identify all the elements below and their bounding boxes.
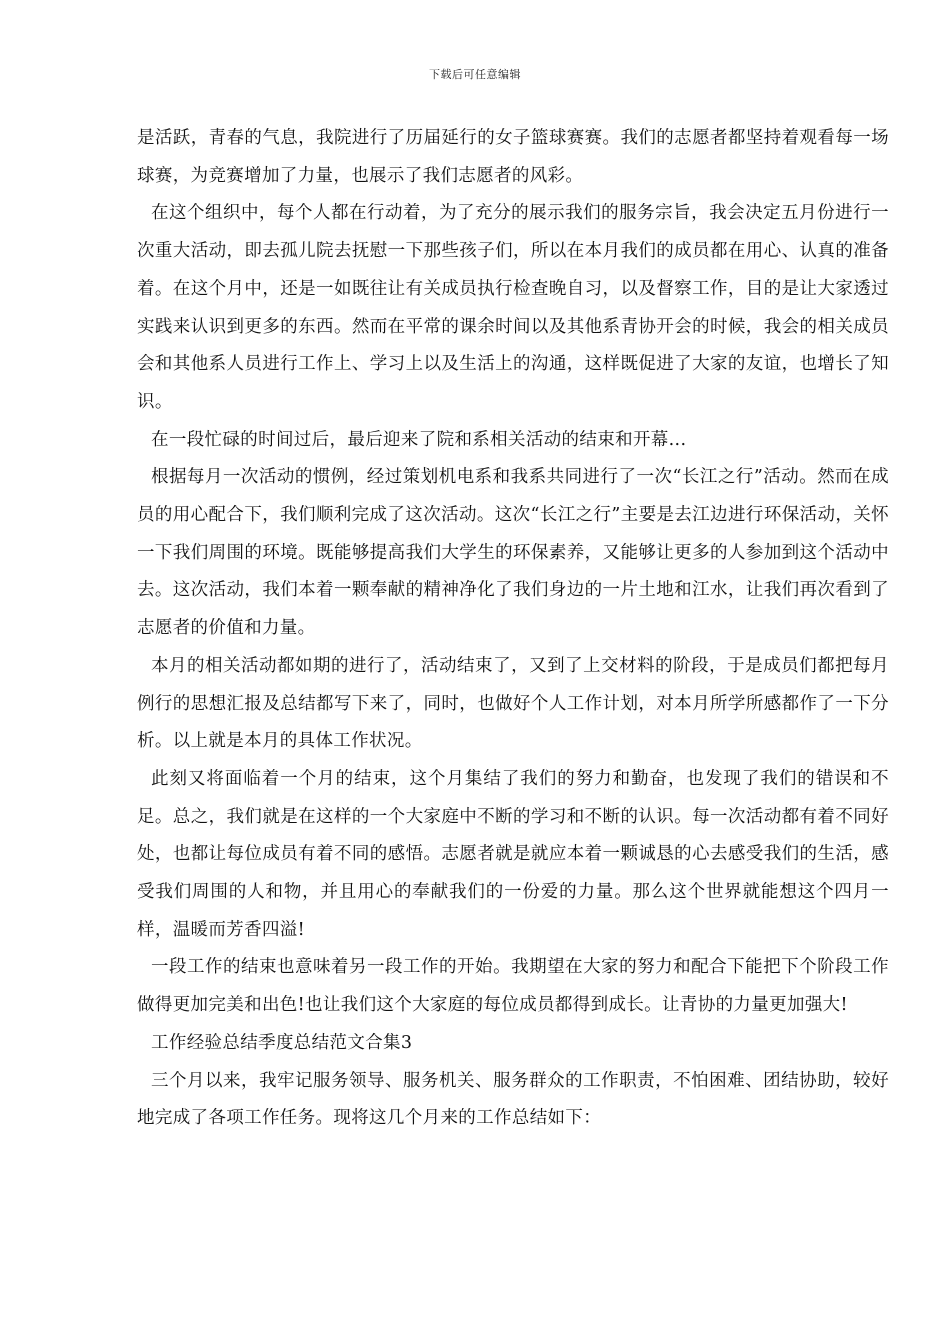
paragraph-summary-intro: 三个月以来，我牢记服务领导、服务机关、服务群众的工作职责，不怕困难、团结协助，较好地完成了各项工作任务。现将这几个月来的工作总结如下： <box>137 1070 889 1129</box>
paragraph-transition: 在一段忙碌的时间过后，最后迎来了院和系相关活动的结束和开幕... <box>151 429 687 450</box>
paragraph-materials: 本月的相关活动都如期的进行了，活动结束了，又到了上交材料的阶段，于是成员们都把每月例行的思想汇报及总结都写下来了，同时，也做好个人工作计划，对本月所学所感都作了一下分析。以上就是本月的具体工作状况。 <box>137 655 889 752</box>
section-heading: 工作经验总结季度总结范文合集3 <box>151 1032 413 1053</box>
paragraph-outlook: 一段工作的结束也意味着另一段工作的开始。我期望在大家的努力和配合下能把下个阶段工作做得更加完美和出色!也让我们这个大家庭的每位成员都得到成长。让青协的力量更加强大! <box>137 957 889 1016</box>
paragraph-reflection: 此刻又将面临着一个月的结束，这个月集结了我们的努力和勤奋，也发现了我们的错误和不足。总之，我们就是在这样的一个大家庭中不断的学习和不断的认识。每一次活动都有着不同好处，也都让每位成员有着不同的感悟。志愿者就是就应本着一颗诚恳的心去感受我们的生活，感受我们周围的人和物，并且用心的奉献我们的一份爱的力量。那么这个世界就能想这个四月一样，温暖而芳香四溢! <box>137 768 889 940</box>
document-body <box>137 120 889 1138</box>
paragraph-organization: 在这个组织中，每个人都在行动着，为了充分的展示我们的服务宗旨，我会决定五月份进行一次重大活动，即去孤儿院去抚慰一下那些孩子们，所以在本月我们的成员都在用心、认真的准备着。在这个月中，还是一如既往让有关成员执行检查晚自习，以及督察工作，目的是让大家透过实践来认识到更多的东西。然而在平常的课余时间以及其他系青协开会的时候，我会的相关成员会和其他系人员进行工作上、学习上以及生活上的沟通，这样既促进了大家的友谊，也增长了知识。 <box>137 203 889 412</box>
paragraph-continuation: 是活跃，青春的气息，我院进行了历届延行的女子篮球赛赛。我们的志愿者都坚持着观看每一场球赛，为竞赛增加了力量，也展示了我们志愿者的风彩。 <box>137 128 889 186</box>
page-header: 下载后可任意编辑 <box>429 68 521 81</box>
paragraph-yangtze-activity: 根据每月一次活动的惯例，经过策划机电系和我系共同进行了一次“长江之行”活动。然而在成员的用心配合下，我们顺利完成了这次活动。这次“长江之行”主要是去江边进行环保活动，关怀一下我们周围的环境。既能够提高我们大学生的环保素养，又能够让更多的人参加到这个活动中去。这次活动，我们本着一颗奉献的精神净化了我们身边的一片土地和江水，让我们再次看到了志愿者的价值和力量。 <box>137 467 889 639</box>
